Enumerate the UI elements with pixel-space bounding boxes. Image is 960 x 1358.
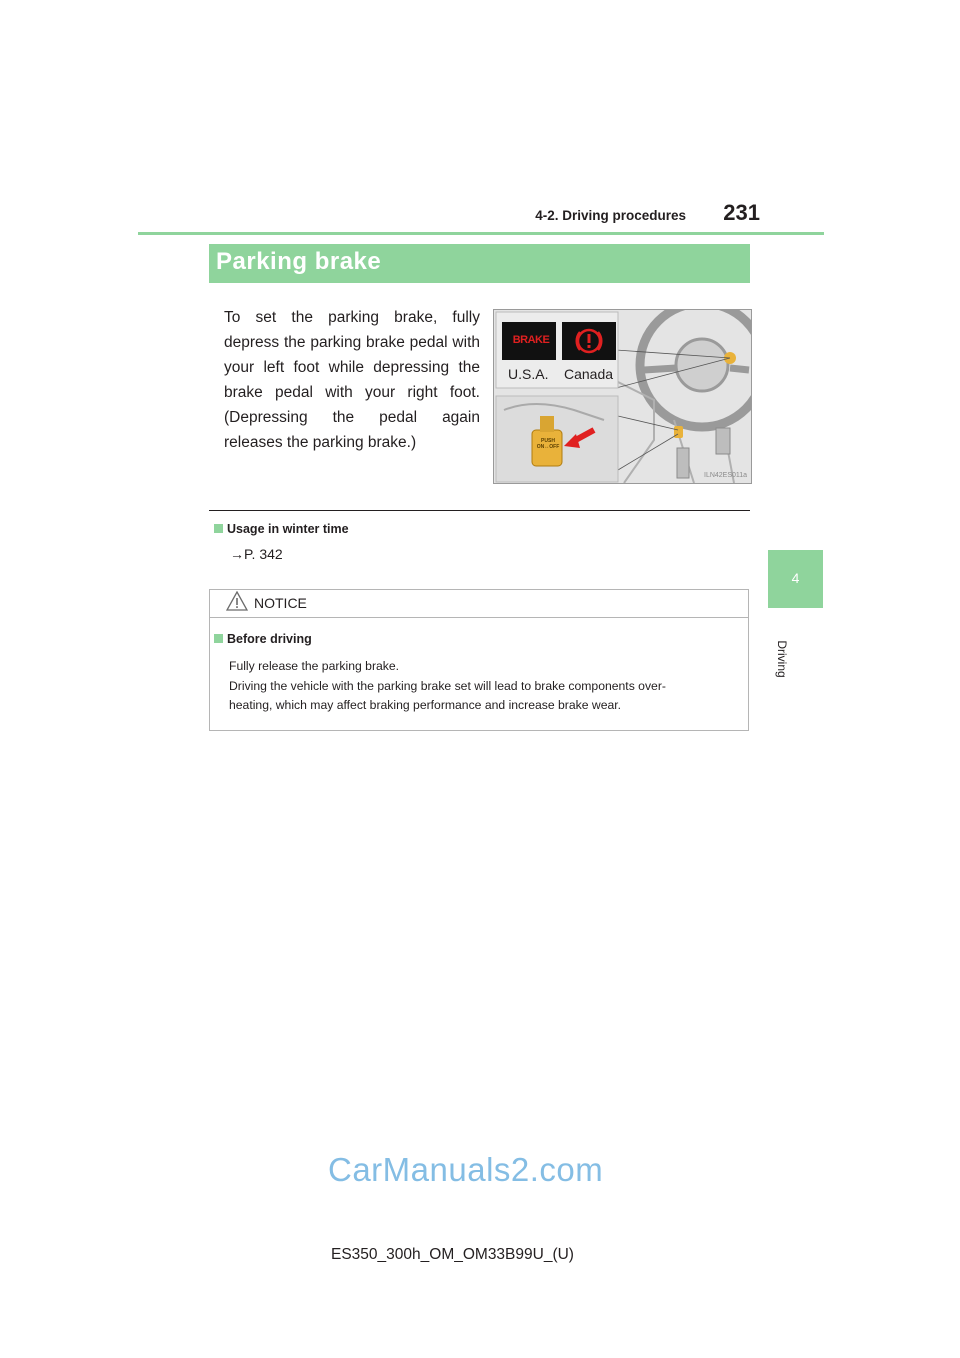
notice-line: Fully release the parking brake. <box>229 659 400 673</box>
parking-brake-illustration <box>493 309 752 484</box>
label-canada: Canada <box>564 366 614 382</box>
square-bullet-icon <box>214 524 223 533</box>
usage-heading <box>214 522 349 536</box>
arrow-icon: → <box>230 546 244 562</box>
section-label: 4-2. Driving procedures <box>535 208 686 223</box>
brake-warning-icon <box>568 332 610 352</box>
square-bullet-icon <box>214 634 223 643</box>
chapter-name: Driving <box>775 640 789 678</box>
notice-heading-text: Before driving <box>227 632 312 646</box>
notice-divider <box>210 617 748 618</box>
chapter-number: 4 <box>791 570 800 586</box>
notice-label: NOTICE <box>254 595 307 611</box>
notice-heading <box>214 632 312 646</box>
footer-code: ES350_300h_OM_OM33B99U_(U) <box>331 1246 574 1263</box>
usage-reference[interactable] <box>230 546 283 562</box>
warning-triangle-icon <box>226 591 248 611</box>
header-rule <box>138 232 824 235</box>
watermark: CarManuals2.com <box>328 1151 604 1188</box>
page-number: 231 <box>723 200 760 225</box>
instruction-paragraph: To set the parking brake, fully depress the parking brake pedal with your left foot while depressing the brake pedal with your right foot. (Depressing the pedal again releases the parking brake.) <box>224 309 480 451</box>
usa-brake-indicator-text: BRAKE <box>512 334 550 346</box>
section-title: Parking brake <box>216 248 382 275</box>
usage-heading-text: Usage in winter time <box>227 522 349 536</box>
page-reference: P. 342 <box>244 546 283 562</box>
figure-code: ILN42ES011a <box>704 472 748 479</box>
divider-rule <box>209 510 750 511</box>
notice-line: heating, which may affect braking performance and increase brake wear. <box>229 698 622 712</box>
notice-body <box>229 657 741 716</box>
notice-line: Driving the vehicle with the parking brake set will lead to brake components over- <box>229 678 666 693</box>
pedal-push-label: PUSH ON↔OFF <box>536 438 560 450</box>
label-usa: U.S.A. <box>508 366 549 382</box>
